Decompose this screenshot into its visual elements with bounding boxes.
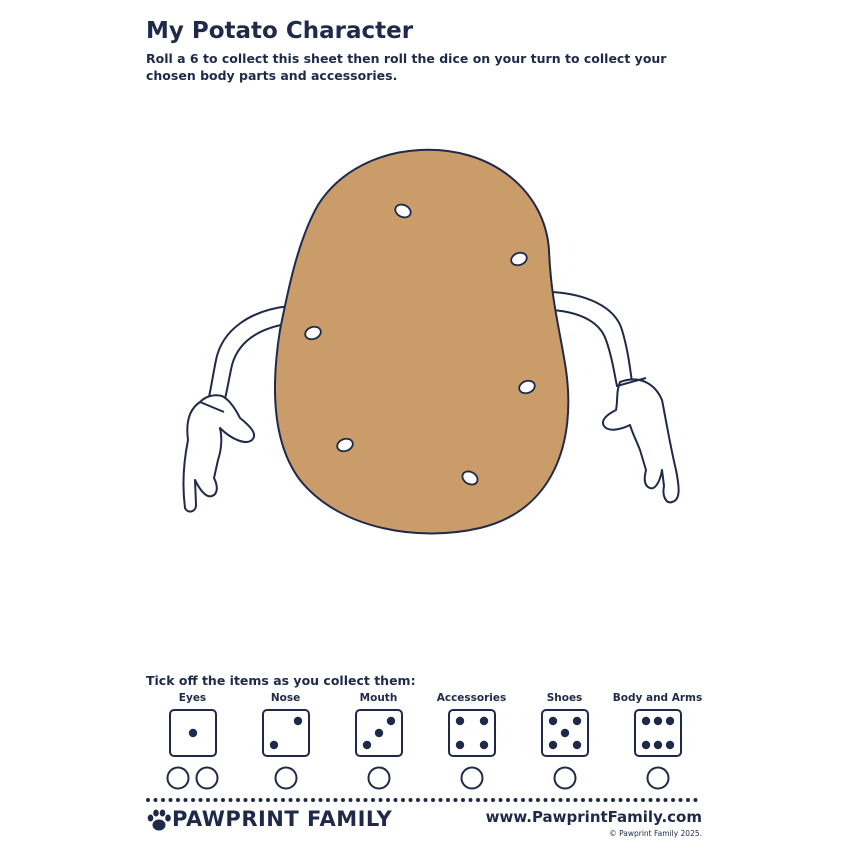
tracker-heading: Tick off the items as you collect them: <box>146 673 416 688</box>
item-label: Nose <box>270 692 301 704</box>
right-arm <box>552 292 679 502</box>
eyes-checkbox-2[interactable] <box>197 768 218 789</box>
body-and-arms-checkbox[interactable] <box>648 768 669 789</box>
accessories-checkbox[interactable] <box>462 768 483 789</box>
mouth-checkbox[interactable] <box>369 768 390 789</box>
copyright-text: © Pawprint Family 2025. <box>609 829 702 838</box>
tracker-items <box>146 690 704 790</box>
tracker-item-eyes <box>146 690 239 706</box>
dice-three-icon <box>354 708 404 758</box>
brand-logo <box>146 806 406 832</box>
page-title: My Potato Character <box>146 18 414 44</box>
paw-print-icon <box>146 808 172 834</box>
right-glove <box>603 379 679 502</box>
tracker-item-shoes <box>518 690 611 706</box>
shoes-checkbox[interactable] <box>555 768 576 789</box>
nose-checkbox[interactable] <box>276 768 297 789</box>
item-label: Eyes <box>178 692 207 704</box>
tracker-item-mouth <box>332 690 425 706</box>
item-label: Accessories <box>436 692 507 704</box>
dice-two-icon <box>261 708 311 758</box>
brand-name: PAWPRINT FAMILY <box>172 807 393 831</box>
left-glove <box>184 395 255 511</box>
dice-six-icon <box>633 708 683 758</box>
dice-five-icon <box>540 708 590 758</box>
dotted-divider <box>146 797 704 803</box>
instructions-text: Roll a 6 to collect this sheet then roll the dice on your turn to collect your chosen body parts and accessories. <box>146 51 667 83</box>
potato-body <box>275 150 568 534</box>
dice-one-icon <box>168 708 218 758</box>
tracker-item-body-and-arms <box>611 690 704 706</box>
dice-four-icon <box>447 708 497 758</box>
website-link[interactable]: www.PawprintFamily.com <box>485 808 702 826</box>
tracker-item-nose <box>239 690 332 706</box>
item-label: Mouth <box>359 692 398 704</box>
tracker-item-accessories <box>425 690 518 706</box>
item-label: Shoes <box>546 692 583 704</box>
eyes-checkbox-1[interactable] <box>168 768 189 789</box>
item-label: Body and Arms <box>612 692 703 704</box>
